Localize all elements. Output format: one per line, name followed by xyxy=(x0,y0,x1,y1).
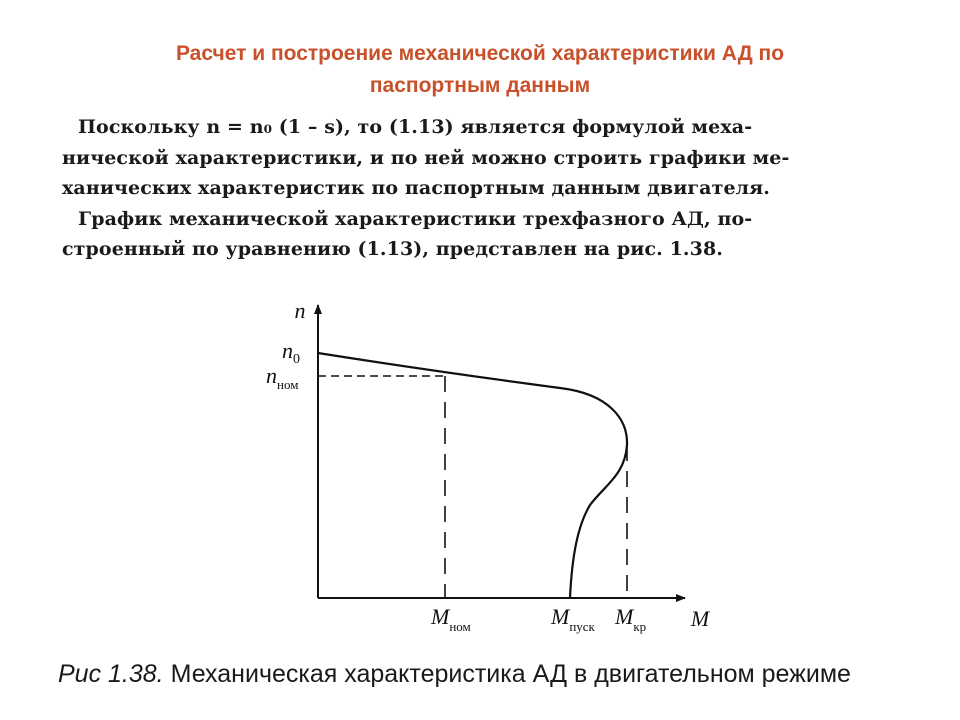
text-line-5: строенный по уравнению (1.13), представлен на рис. 1.38. xyxy=(62,238,723,260)
x-axis-label: M xyxy=(690,606,710,631)
n-nom-label-sub: ном xyxy=(277,377,299,392)
caption-text: Механическая характеристика АД в двигательном режиме xyxy=(170,660,851,688)
title-line-2: паспортным данным xyxy=(369,74,591,97)
n-nom-label xyxy=(266,363,298,392)
m-pusk-label-sub: пуск xyxy=(569,619,595,634)
m-nom-label-base: M xyxy=(431,604,450,629)
y-axis-label: n xyxy=(294,298,306,323)
title-line-1: Расчет и построение механической характеристики АД по xyxy=(175,42,785,65)
n0-label-sub: 0 xyxy=(293,352,300,367)
m-nom-label xyxy=(430,604,471,634)
m-pusk-label xyxy=(550,604,596,634)
m-pusk-label-base: M xyxy=(551,604,570,629)
m-kr-label-sub: кр xyxy=(633,619,647,634)
text-line-4: График механической характеристики трехфазного АД, по- xyxy=(78,207,753,230)
caption-label: Рис 1.38. xyxy=(58,660,164,688)
m-kr-label-base: M xyxy=(615,604,634,629)
n0-label xyxy=(282,338,300,367)
n-nom-label-base: n xyxy=(266,363,277,388)
characteristic-curve xyxy=(318,353,627,598)
figure-caption xyxy=(58,660,938,689)
text-line-3: ханических характеристик по паспортным данным двигателя. xyxy=(62,177,770,199)
n0-label-base: n xyxy=(282,338,293,363)
text-line-1: Поскольку n = n₀ (1 – s), то (1.13) является формулой меха- xyxy=(78,116,753,138)
m-nom-label-sub: ном xyxy=(449,619,471,634)
m-kr-label xyxy=(614,604,646,634)
text-line-2: нической характеристики, и по ней можно строить графики ме- xyxy=(62,146,790,169)
